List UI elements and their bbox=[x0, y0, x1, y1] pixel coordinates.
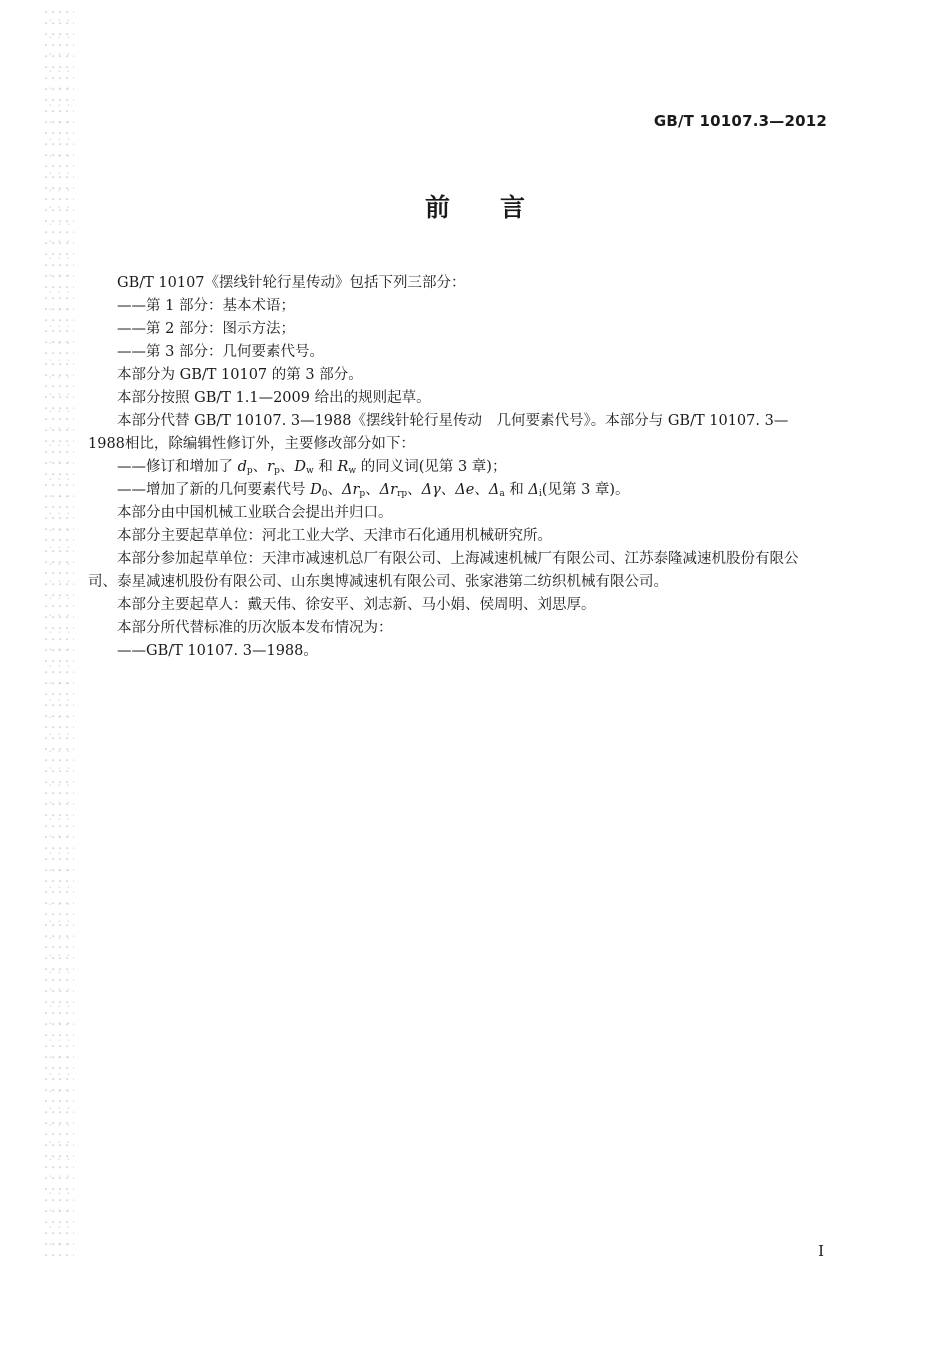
paragraph-version-history: 本部分所代替标准的历次版本发布情况为： bbox=[117, 620, 393, 636]
list-item-revised-synonyms: ——修订和增加了 $d_p$、$r_p$、$D_w$ 和 $R_w$ 的同义词(见第 3 章)； bbox=[117, 459, 507, 476]
paragraph-main-drafters: 本部分主要起草人：戴天伟、徐安平、刘志新、马小娟、侯周明、刘思厚。 bbox=[117, 597, 596, 613]
standard-number: GB/T 10107.3—2012 bbox=[653, 112, 827, 130]
list-item-new-symbols: ——增加了新的几何要素代号 $D_0$、$\Delta r_p$、$\Delta r_{rp}$、Δγ、Δe、$\Delta_a$ 和 $\Delta_i$(见第 3 章)。 bbox=[117, 482, 630, 499]
paragraph-part-statement: 本部分为 GB/T 10107 的第 3 部分。 bbox=[117, 367, 363, 383]
paragraph-participating-drafters-org: 本部分参加起草单位：天津市减速机总厂有限公司、上海减速机械厂有限公司、江苏泰隆减速机股份有限公司、泰星减速机股份有限公司、山东奥博减速机有限公司、张家港第二纺织机械有限公司。 bbox=[88, 551, 799, 590]
paragraph-main-drafters-org: 本部分主要起草单位：河北工业大学、天津市石化通用机械研究所。 bbox=[117, 528, 552, 544]
list-item-part-3: ——第 3 部分：几何要素代号。 bbox=[117, 344, 324, 360]
page-title bbox=[0, 190, 950, 226]
list-item-previous-version: ——GB/T 10107. 3—1988。 bbox=[117, 643, 318, 659]
foreword-body bbox=[88, 272, 825, 663]
paragraph-replacement: 本部分代替 GB/T 10107. 3—1988《摆线针轮行星传动 几何要素代号》。本部分与 GB/T 10107. 3—1988相比，除编辑性修订外，主要修改部分如下： bbox=[88, 413, 789, 452]
page-number: I bbox=[818, 1242, 824, 1260]
title-char-2: 言 bbox=[500, 193, 526, 222]
paragraph-drafting-rules: 本部分按照 GB/T 1.1—2009 给出的规则起草。 bbox=[117, 390, 431, 406]
paragraph-parts-intro: GB/T 10107《摆线针轮行星传动》包括下列三部分： bbox=[117, 275, 466, 291]
paragraph-proposer: 本部分由中国机械工业联合会提出并归口。 bbox=[117, 505, 393, 521]
list-item-part-1: ——第 1 部分：基本术语； bbox=[117, 298, 295, 314]
list-item-part-2: ——第 2 部分：图示方法； bbox=[117, 321, 295, 337]
title-char-1: 前 bbox=[424, 193, 450, 222]
